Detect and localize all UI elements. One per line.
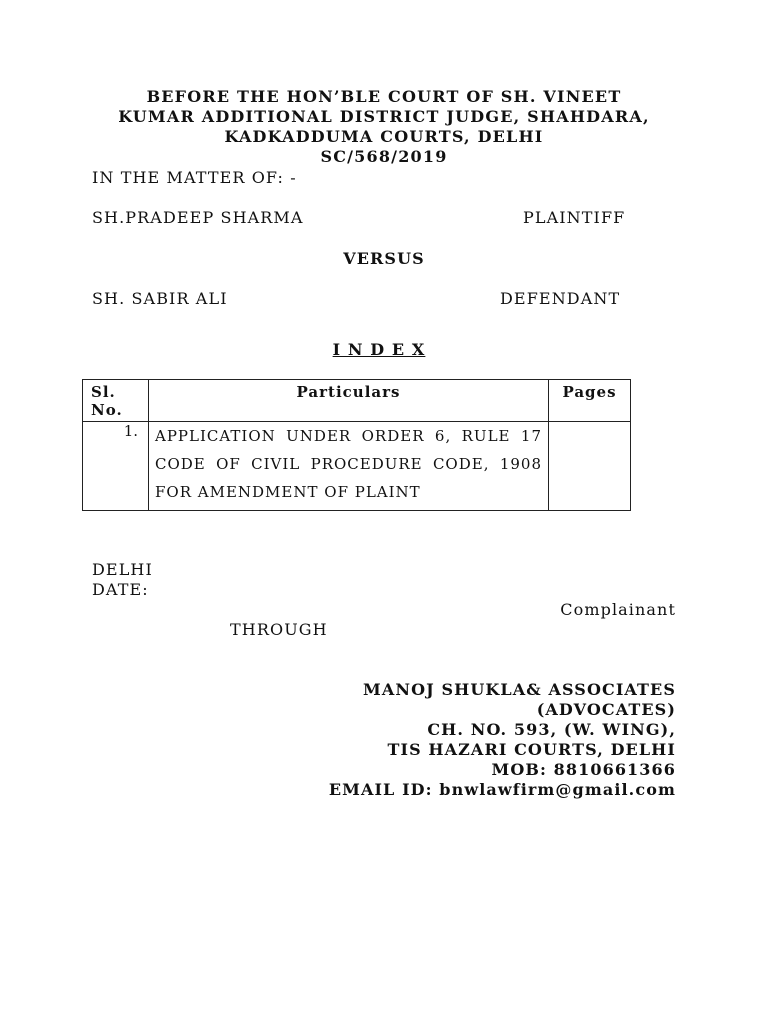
advocate-court: TIS HAZARI COURTS, DELHI: [387, 740, 676, 759]
advocate-mobile: MOB: 8810661366: [491, 760, 676, 779]
row-pages: [549, 422, 631, 511]
heading-line-2: KUMAR ADDITIONAL DISTRICT JUDGE, SHAHDARA,: [118, 107, 650, 126]
through-label: THROUGH: [230, 620, 328, 639]
header-sl-no: Sl. No.: [83, 380, 149, 422]
row-sl-no: 1.: [83, 422, 149, 511]
matter-label: IN THE MATTER OF: -: [92, 168, 297, 187]
plaintiff-name: SH.PRADEEP SHARMA: [92, 208, 304, 227]
index-table: [82, 379, 631, 511]
index-header-row: [83, 380, 631, 422]
heading-line-1: BEFORE THE HON’BLE COURT OF SH. VINEET: [146, 87, 622, 106]
heading-line-3: KADKADDUMA COURTS, DELHI: [224, 127, 544, 146]
advocate-firm: MANOJ SHUKLA& ASSOCIATES: [363, 680, 676, 699]
table-row: [83, 422, 631, 511]
versus-label: VERSUS: [343, 249, 425, 268]
defendant-role: DEFENDANT: [500, 289, 621, 308]
advocate-email: EMAIL ID: bnwlawfirm@gmail.com: [328, 780, 676, 799]
row-particulars: APPLICATION UNDER ORDER 6, RULE 17 CODE OF CIVIL PROCEDURE CODE, 1908 FOR AMENDMENT OF PLAINT: [149, 422, 549, 511]
index-title: I N D E X: [332, 340, 426, 359]
defendant-name: SH. SABIR ALI: [92, 289, 228, 308]
complainant-label: Complainant: [560, 600, 676, 619]
date-label: DATE:: [92, 580, 149, 599]
plaintiff-role: PLAINTIFF: [523, 208, 626, 227]
advocate-chamber: CH. NO. 593, (W. WING),: [427, 720, 676, 739]
header-particulars: Particulars: [149, 380, 549, 422]
place-label: DELHI: [92, 560, 153, 579]
advocate-designation: (ADVOCATES): [536, 700, 676, 719]
case-number: SC/568/2019: [320, 147, 448, 166]
header-pages: Pages: [549, 380, 631, 422]
